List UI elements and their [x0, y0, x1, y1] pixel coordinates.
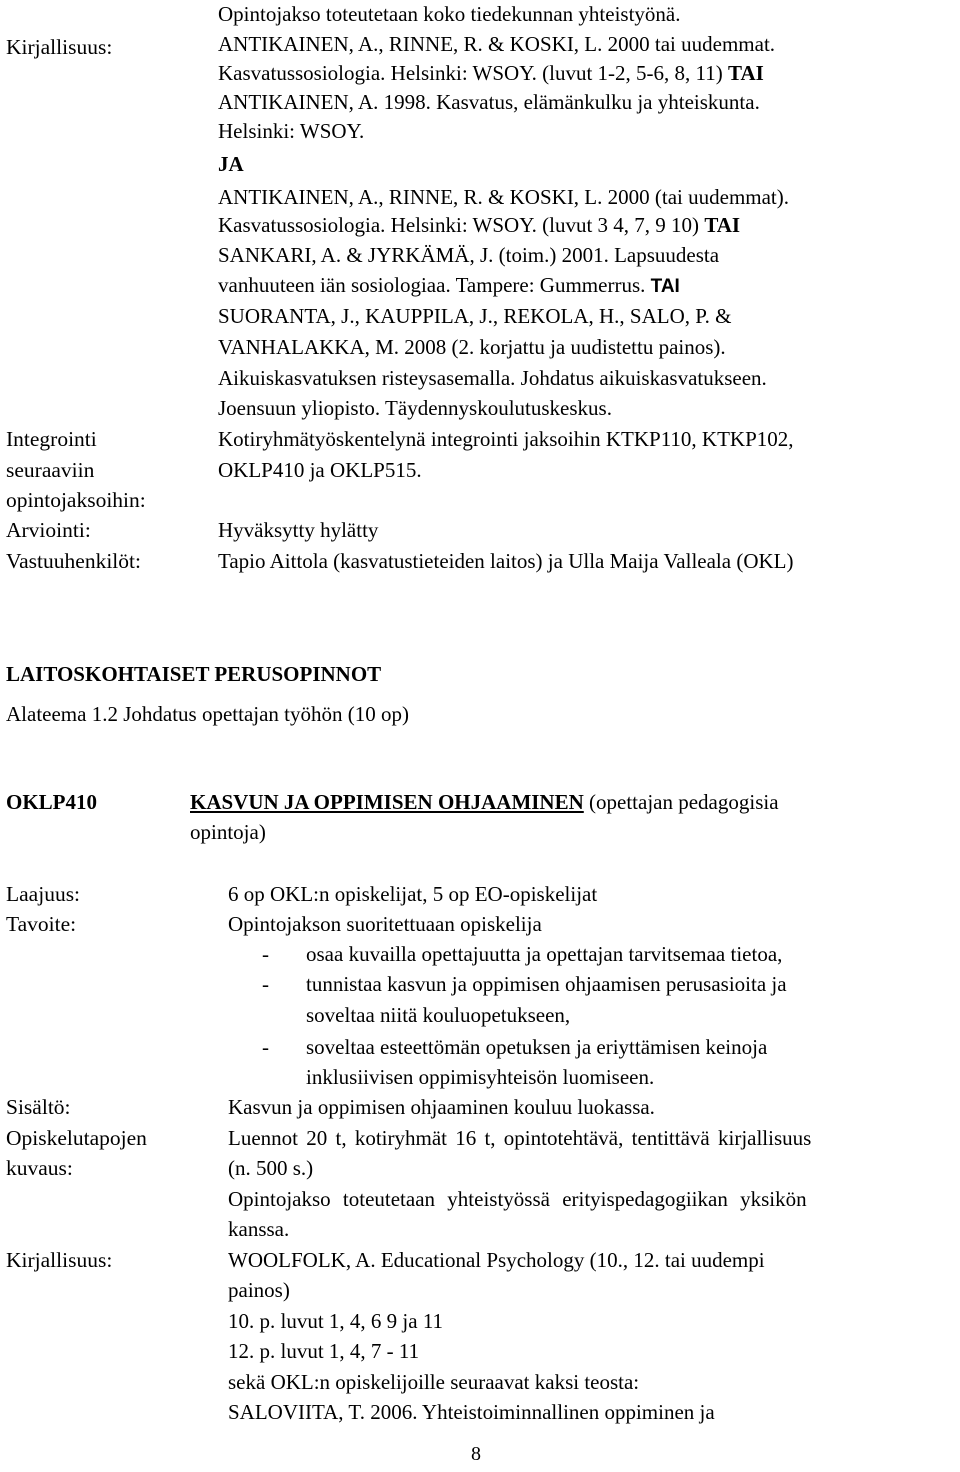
- tai-keyword: TAI: [704, 213, 741, 237]
- label-arviointi: Arviointi:: [6, 518, 91, 542]
- label-kirjallisuus-course: Kirjallisuus:: [6, 1248, 113, 1272]
- section-heading: LAITOSKOHTAISET PERUSOPINNOT: [6, 662, 382, 686]
- literature-line: painos): [228, 1278, 290, 1302]
- goal-dash: -: [262, 942, 269, 966]
- integrointi-text: OKLP410 ja OKLP515.: [218, 458, 422, 482]
- label-opiskelutapojen: Opiskelutapojen: [6, 1126, 147, 1150]
- label-kirjallisuus: Kirjallisuus:: [6, 35, 113, 59]
- opiskelu-text: kanssa.: [228, 1217, 290, 1241]
- course-code: OKLP410: [6, 790, 98, 814]
- literature-line: vanhuuteen iän sosiologiaa. Tampere: Gummerrus. TAI: [218, 273, 680, 297]
- literature-line: WOOLFOLK, A. Educational Psychology (10., 12. tai uudempi: [228, 1248, 765, 1272]
- goal-dash: -: [262, 972, 269, 996]
- opiskelu-text: Opintojakso toteutetaan yhteistyössä erityispedagogiikan yksikön: [228, 1187, 807, 1211]
- literature-line: 10. p. luvut 1, 4, 6 9 ja 11: [228, 1309, 444, 1333]
- label-kuvaus: kuvaus:: [6, 1156, 73, 1180]
- arviointi-text: Hyväksytty hylätty: [218, 518, 379, 542]
- literature-line: ANTIKAINEN, A. 1998. Kasvatus, elämänkulku ja yhteiskunta.: [218, 90, 760, 114]
- literature-line: 12. p. luvut 1, 4, 7 - 11: [228, 1339, 420, 1363]
- tai-keyword: TAI: [728, 61, 764, 85]
- opiskelu-text: (n. 500 s.): [228, 1156, 314, 1180]
- label-integrointi: Integrointi: [6, 427, 97, 451]
- label-tavoite: Tavoite:: [6, 912, 77, 936]
- literature-line: SANKARI, A. & JYRKÄMÄ, J. (toim.) 2001. Lapsuudesta: [218, 243, 720, 267]
- goal-text: osaa kuvailla opettajuutta ja opettajan tarvitsemaa tietoa,: [306, 942, 783, 966]
- label-vastuuhenkilot: Vastuuhenkilöt:: [6, 549, 141, 573]
- literature-line: SUORANTA, J., KAUPPILA, J., REKOLA, H., SALO, P. &: [218, 304, 732, 328]
- goal-text: inklusiivisen oppimisyhteisön luomiseen.: [306, 1065, 655, 1089]
- literature-line: Aikuiskasvatuksen risteysasemalla. Johdatus aikuiskasvatukseen.: [218, 366, 767, 390]
- opiskelu-text: Luennot 20 t, kotiryhmät 16 t, opintotehtävä, tentittävä kirjallisuus: [228, 1126, 812, 1150]
- opening-line: Opintojakso toteutetaan koko tiedekunnan yhteistyönä.: [218, 2, 681, 26]
- literature-line: Helsinki: WSOY.: [218, 119, 365, 143]
- vastuuhenkilot-text: Tapio Aittola (kasvatustieteiden laitos) ja Ulla Maija Valleala (OKL): [218, 549, 794, 573]
- goal-dash: -: [262, 1035, 269, 1059]
- ja-keyword: JA: [218, 152, 244, 176]
- laajuus-text: 6 op OKL:n opiskelijat, 5 op EO-opiskelijat: [228, 882, 598, 906]
- goal-text: soveltaa esteettömän opetuksen ja eriyttämisen keinoja: [306, 1035, 768, 1059]
- tai-keyword: TAI: [650, 276, 680, 297]
- label-sisalto: Sisältö:: [6, 1095, 71, 1119]
- literature-line: sekä OKL:n opiskelijoille seuraavat kaksi teosta:: [228, 1370, 640, 1394]
- section-subheading: Alateema 1.2 Johdatus opettajan työhön (10 op): [6, 702, 409, 726]
- sisalto-text: Kasvun ja oppimisen ohjaaminen kouluu luokassa.: [228, 1095, 655, 1119]
- label-integrointi: opintojaksoihin:: [6, 488, 146, 512]
- literature-line: ANTIKAINEN, A., RINNE, R. & KOSKI, L. 2000 (tai uudemmat).: [218, 185, 790, 209]
- course-title-line2: opintoja): [190, 820, 266, 844]
- literature-line: ANTIKAINEN, A., RINNE, R. & KOSKI, L. 2000 tai uudemmat.: [218, 32, 776, 56]
- label-integrointi: seuraaviin: [6, 458, 95, 482]
- literature-line: Kasvatussosiologia. Helsinki: WSOY. (luvut 3 4, 7, 9 10) TAI: [218, 213, 741, 237]
- tavoite-intro: Opintojakson suoritettuaan opiskelija: [228, 912, 542, 936]
- literature-line: Joensuun yliopisto. Täydennyskoulutuskeskus.: [218, 396, 612, 420]
- label-laajuus: Laajuus:: [6, 882, 81, 906]
- literature-line: VANHALAKKA, M. 2008 (2. korjattu ja uudistettu painos).: [218, 335, 726, 359]
- course-title: KASVUN JA OPPIMISEN OHJAAMINEN (opettajan pedagogisia: [190, 790, 779, 814]
- page-number: 8: [471, 1443, 481, 1465]
- integrointi-text: Kotiryhmätyöskentelynä integrointi jaksoihin KTKP110, KTKP102,: [218, 427, 794, 451]
- goal-text: tunnistaa kasvun ja oppimisen ohjaamisen perusasioita ja: [306, 972, 787, 996]
- literature-line: SALOVIITA, T. 2006. Yhteistoiminnallinen oppiminen ja: [228, 1400, 715, 1424]
- literature-line: Kasvatussosiologia. Helsinki: WSOY. (luvut 1-2, 5-6, 8, 11) TAI: [218, 61, 764, 85]
- goal-text: soveltaa niitä kouluopetukseen,: [306, 1003, 571, 1027]
